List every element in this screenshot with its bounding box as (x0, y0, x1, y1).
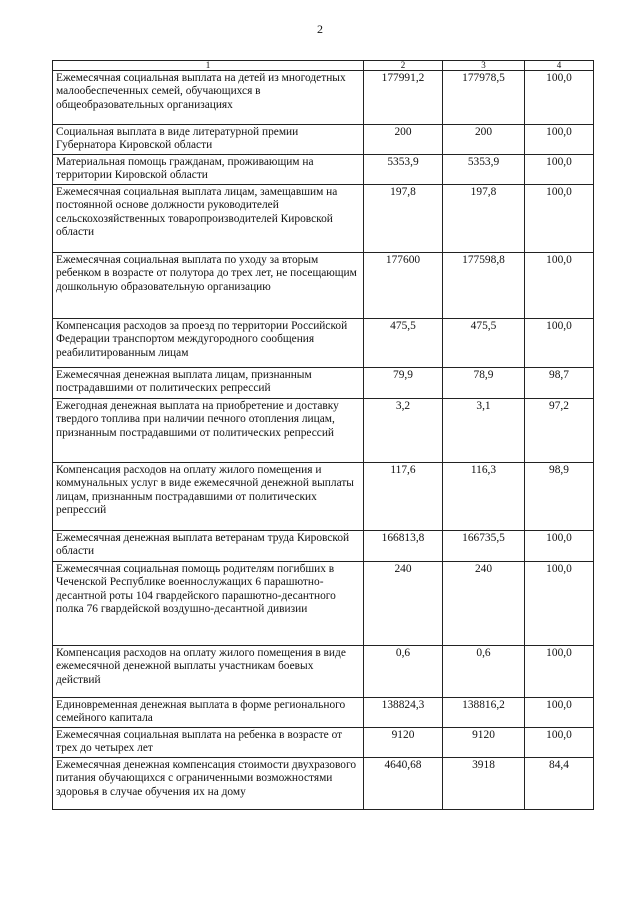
row-value-col2: 9120 (364, 727, 443, 757)
header-col-3: 3 (443, 61, 525, 71)
row-value-col2: 200 (364, 125, 443, 155)
table-row (53, 462, 594, 530)
row-description: Ежемесячная социальная выплата лицам, замещавшим на постоянной основе должности руководителей сельскохозяйственных товаропроизводителей Кировской области (53, 184, 364, 252)
row-description: Компенсация расходов на оплату жилого помещения в виде ежемесячной денежной выплаты участникам боевых действий (53, 645, 364, 697)
row-description: Материальная помощь гражданам, проживающим на территории Кировской области (53, 154, 364, 184)
row-value-col2: 5353,9 (364, 154, 443, 184)
row-percent-col4: 98,9 (525, 462, 594, 530)
table-body (53, 71, 594, 810)
row-percent-col4: 100,0 (525, 184, 594, 252)
row-value-col3: 177978,5 (443, 71, 525, 125)
row-value-col3: 0,6 (443, 645, 525, 697)
row-percent-col4: 100,0 (525, 125, 594, 155)
row-description: Ежемесячная денежная выплата лицам, признанным пострадавшими от политических репрессий (53, 367, 364, 398)
table-row (53, 318, 594, 367)
row-value-col2: 475,5 (364, 318, 443, 367)
row-value-col3: 177598,8 (443, 252, 525, 318)
row-description: Ежемесячная денежная компенсация стоимости двухразового питания обучающихся с ограниченными возможностями здоровья в случае обучения их на дому (53, 757, 364, 809)
row-percent-col4: 100,0 (525, 727, 594, 757)
row-description: Ежемесячная социальная выплата по уходу за вторым ребенком в возрасте от полутора до трех лет, не посещающим дошкольную образовательную организацию (53, 252, 364, 318)
row-value-col3: 197,8 (443, 184, 525, 252)
row-value-col2: 166813,8 (364, 530, 443, 561)
row-percent-col4: 100,0 (525, 71, 594, 125)
row-description: Ежемесячная денежная выплата ветеранам труда Кировской области (53, 530, 364, 561)
table-row (53, 757, 594, 809)
page-number: 2 (317, 22, 323, 36)
row-percent-col4: 100,0 (525, 154, 594, 184)
row-percent-col4: 98,7 (525, 367, 594, 398)
row-value-col3: 3,1 (443, 398, 525, 462)
row-value-col2: 240 (364, 561, 443, 645)
row-percent-col4: 100,0 (525, 697, 594, 727)
table-row (53, 252, 594, 318)
table-row (53, 367, 594, 398)
row-value-col3: 166735,5 (443, 530, 525, 561)
row-value-col2: 0,6 (364, 645, 443, 697)
row-value-col2: 4640,68 (364, 757, 443, 809)
row-percent-col4: 100,0 (525, 318, 594, 367)
payments-table (52, 60, 594, 810)
row-value-col3: 9120 (443, 727, 525, 757)
row-description: Социальная выплата в виде литературной премии Губернатора Кировской области (53, 125, 364, 155)
table-row (53, 184, 594, 252)
row-value-col2: 138824,3 (364, 697, 443, 727)
row-value-col2: 177991,2 (364, 71, 443, 125)
row-value-col2: 117,6 (364, 462, 443, 530)
row-percent-col4: 100,0 (525, 561, 594, 645)
table-row (53, 697, 594, 727)
table-row (53, 561, 594, 645)
row-value-col3: 240 (443, 561, 525, 645)
table-header (53, 61, 594, 71)
row-description: Ежемесячная социальная выплата на детей из многодетных малообеспеченных семей, обучающихся в общеобразовательных организациях (53, 71, 364, 125)
table-row (53, 398, 594, 462)
row-value-col3: 5353,9 (443, 154, 525, 184)
header-col-1: 1 (53, 61, 364, 71)
row-description: Компенсация расходов за проезд по территории Российской Федерации транспортом междугородного сообщения реабилитированным лицам (53, 318, 364, 367)
row-value-col3: 475,5 (443, 318, 525, 367)
table-row (53, 125, 594, 155)
header-col-4: 4 (525, 61, 594, 71)
row-value-col3: 3918 (443, 757, 525, 809)
table-row (53, 71, 594, 125)
row-value-col3: 116,3 (443, 462, 525, 530)
row-value-col3: 78,9 (443, 367, 525, 398)
row-value-col2: 177600 (364, 252, 443, 318)
table-row (53, 645, 594, 697)
table-row (53, 154, 594, 184)
header-row (53, 61, 594, 71)
row-percent-col4: 100,0 (525, 645, 594, 697)
row-description: Компенсация расходов на оплату жилого помещения и коммунальных услуг в виде ежемесячной денежной выплаты лицам, признанным пострадавшими от политических репрессий (53, 462, 364, 530)
row-value-col3: 138816,2 (443, 697, 525, 727)
row-description: Ежемесячная социальная помощь родителям погибших в Чеченской Республике военнослужащих 6 парашютно-десантной роты 104 гвардейского парашютно-десантного полка 76 гвардейской воздушно-десантной дивизии (53, 561, 364, 645)
row-description: Ежемесячная социальная выплата на ребенка в возрасте от трех до четырех лет (53, 727, 364, 757)
header-col-2: 2 (364, 61, 443, 71)
row-percent-col4: 100,0 (525, 252, 594, 318)
row-value-col2: 197,8 (364, 184, 443, 252)
row-percent-col4: 84,4 (525, 757, 594, 809)
row-value-col3: 200 (443, 125, 525, 155)
row-value-col2: 79,9 (364, 367, 443, 398)
table-row (53, 727, 594, 757)
row-percent-col4: 97,2 (525, 398, 594, 462)
row-description: Ежегодная денежная выплата на приобретение и доставку твердого топлива при наличии печного отопления лицам, признанным пострадавшими от политических репрессий (53, 398, 364, 462)
row-percent-col4: 100,0 (525, 530, 594, 561)
table-row (53, 530, 594, 561)
row-description: Единовременная денежная выплата в форме регионального семейного капитала (53, 697, 364, 727)
row-value-col2: 3,2 (364, 398, 443, 462)
